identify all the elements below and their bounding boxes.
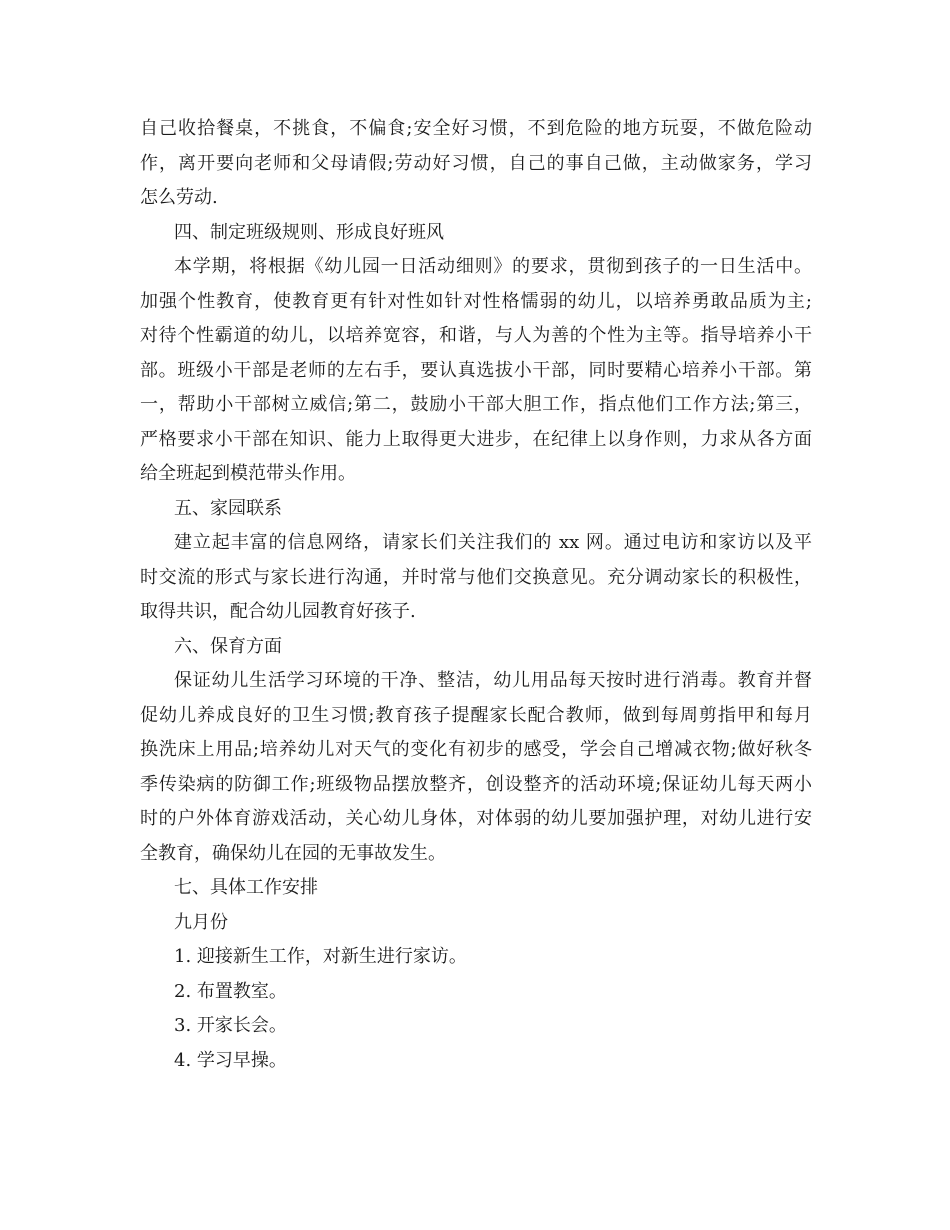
paragraph-line: 时的户外体育游戏活动，关心幼儿身体，对体弱的幼儿要加强护理，对幼儿进行安 bbox=[140, 808, 812, 829]
paragraph-line: 自己收拾餐桌，不挑食，不偏食;安全好习惯，不到危险的地方玩耍，不做危险动 bbox=[140, 118, 812, 139]
paragraph-line: 换洗床上用品;培养幼儿对天气的变化有初步的感受，学会自己增减衣物;做好秋冬 bbox=[140, 739, 812, 760]
section-heading: 六、保育方面 bbox=[174, 635, 282, 657]
paragraph-line: 对待个性霸道的幼儿，以培养宽容，和谐，与人为善的个性为主等。指导培养小干 bbox=[140, 325, 812, 346]
paragraph-line: 作，离开要向老师和父母请假;劳动好习惯，自己的事自己做，主动做家务，学习 bbox=[140, 152, 812, 174]
list-item: 2. 布置教室。 bbox=[174, 980, 287, 1002]
paragraph-line: 一，帮助小干部树立威信;第二，鼓励小干部大胆工作，指点他们工作方法;第三， bbox=[140, 394, 812, 415]
list-item: 3. 开家长会。 bbox=[174, 1015, 287, 1036]
paragraph-line: 季传染病的防御工作;班级物品摆放整齐，创设整齐的活动环境;保证幼儿每天两小 bbox=[140, 773, 812, 795]
paragraph-line: 怎么劳动. bbox=[140, 187, 218, 208]
paragraph-line: 本学期，将根据《幼儿园一日活动细则》的要求，贯彻到孩子的一日生活中。 bbox=[174, 256, 812, 277]
paragraph-line: 时交流的形式与家长进行沟通，并时常与他们交换意见。充分调动家长的积极性， bbox=[140, 566, 812, 588]
paragraph-line: 保证幼儿生活学习环境的干净、整洁，幼儿用品每天按时进行消毒。教育并督 bbox=[174, 670, 812, 691]
section-heading: 五、家园联系 bbox=[174, 497, 282, 519]
list-item: 4. 学习早操。 bbox=[174, 1049, 287, 1071]
section-heading: 七、具体工作安排 bbox=[174, 877, 318, 898]
section-heading: 四、制定班级规则、形成良好班风 bbox=[174, 221, 444, 243]
paragraph-line: 部。班级小干部是老师的左右手，要认真选拔小干部，同时要精心培养小干部。第 bbox=[140, 359, 812, 381]
subheading: 九月份 bbox=[174, 911, 228, 933]
paragraph-line: 加强个性教育，使教育更有针对性如针对性格懦弱的幼儿，以培养勇敢品质为主; bbox=[140, 290, 812, 312]
list-item: 1. 迎接新生工作，对新生进行家访。 bbox=[174, 946, 467, 967]
document-body bbox=[140, 112, 812, 1078]
paragraph-line: 取得共识，配合幼儿园教育好孩子. bbox=[140, 601, 416, 622]
paragraph-line: 促幼儿养成良好的卫生习惯;教育孩子提醒家长配合教师，做到每周剪指甲和每月 bbox=[140, 704, 812, 726]
paragraph-line: 严格要求小干部在知识、能力上取得更大进步，在纪律上以身作则，力求从各方面 bbox=[140, 428, 812, 450]
paragraph-line: 给全班起到模范带头作用。 bbox=[140, 463, 356, 484]
paragraph-line: 全教育，确保幼儿在园的无事故发生。 bbox=[140, 842, 446, 864]
paragraph-line: 建立起丰富的信息网络，请家长们关注我们的 xx 网。通过电访和家访以及平 bbox=[174, 532, 812, 553]
